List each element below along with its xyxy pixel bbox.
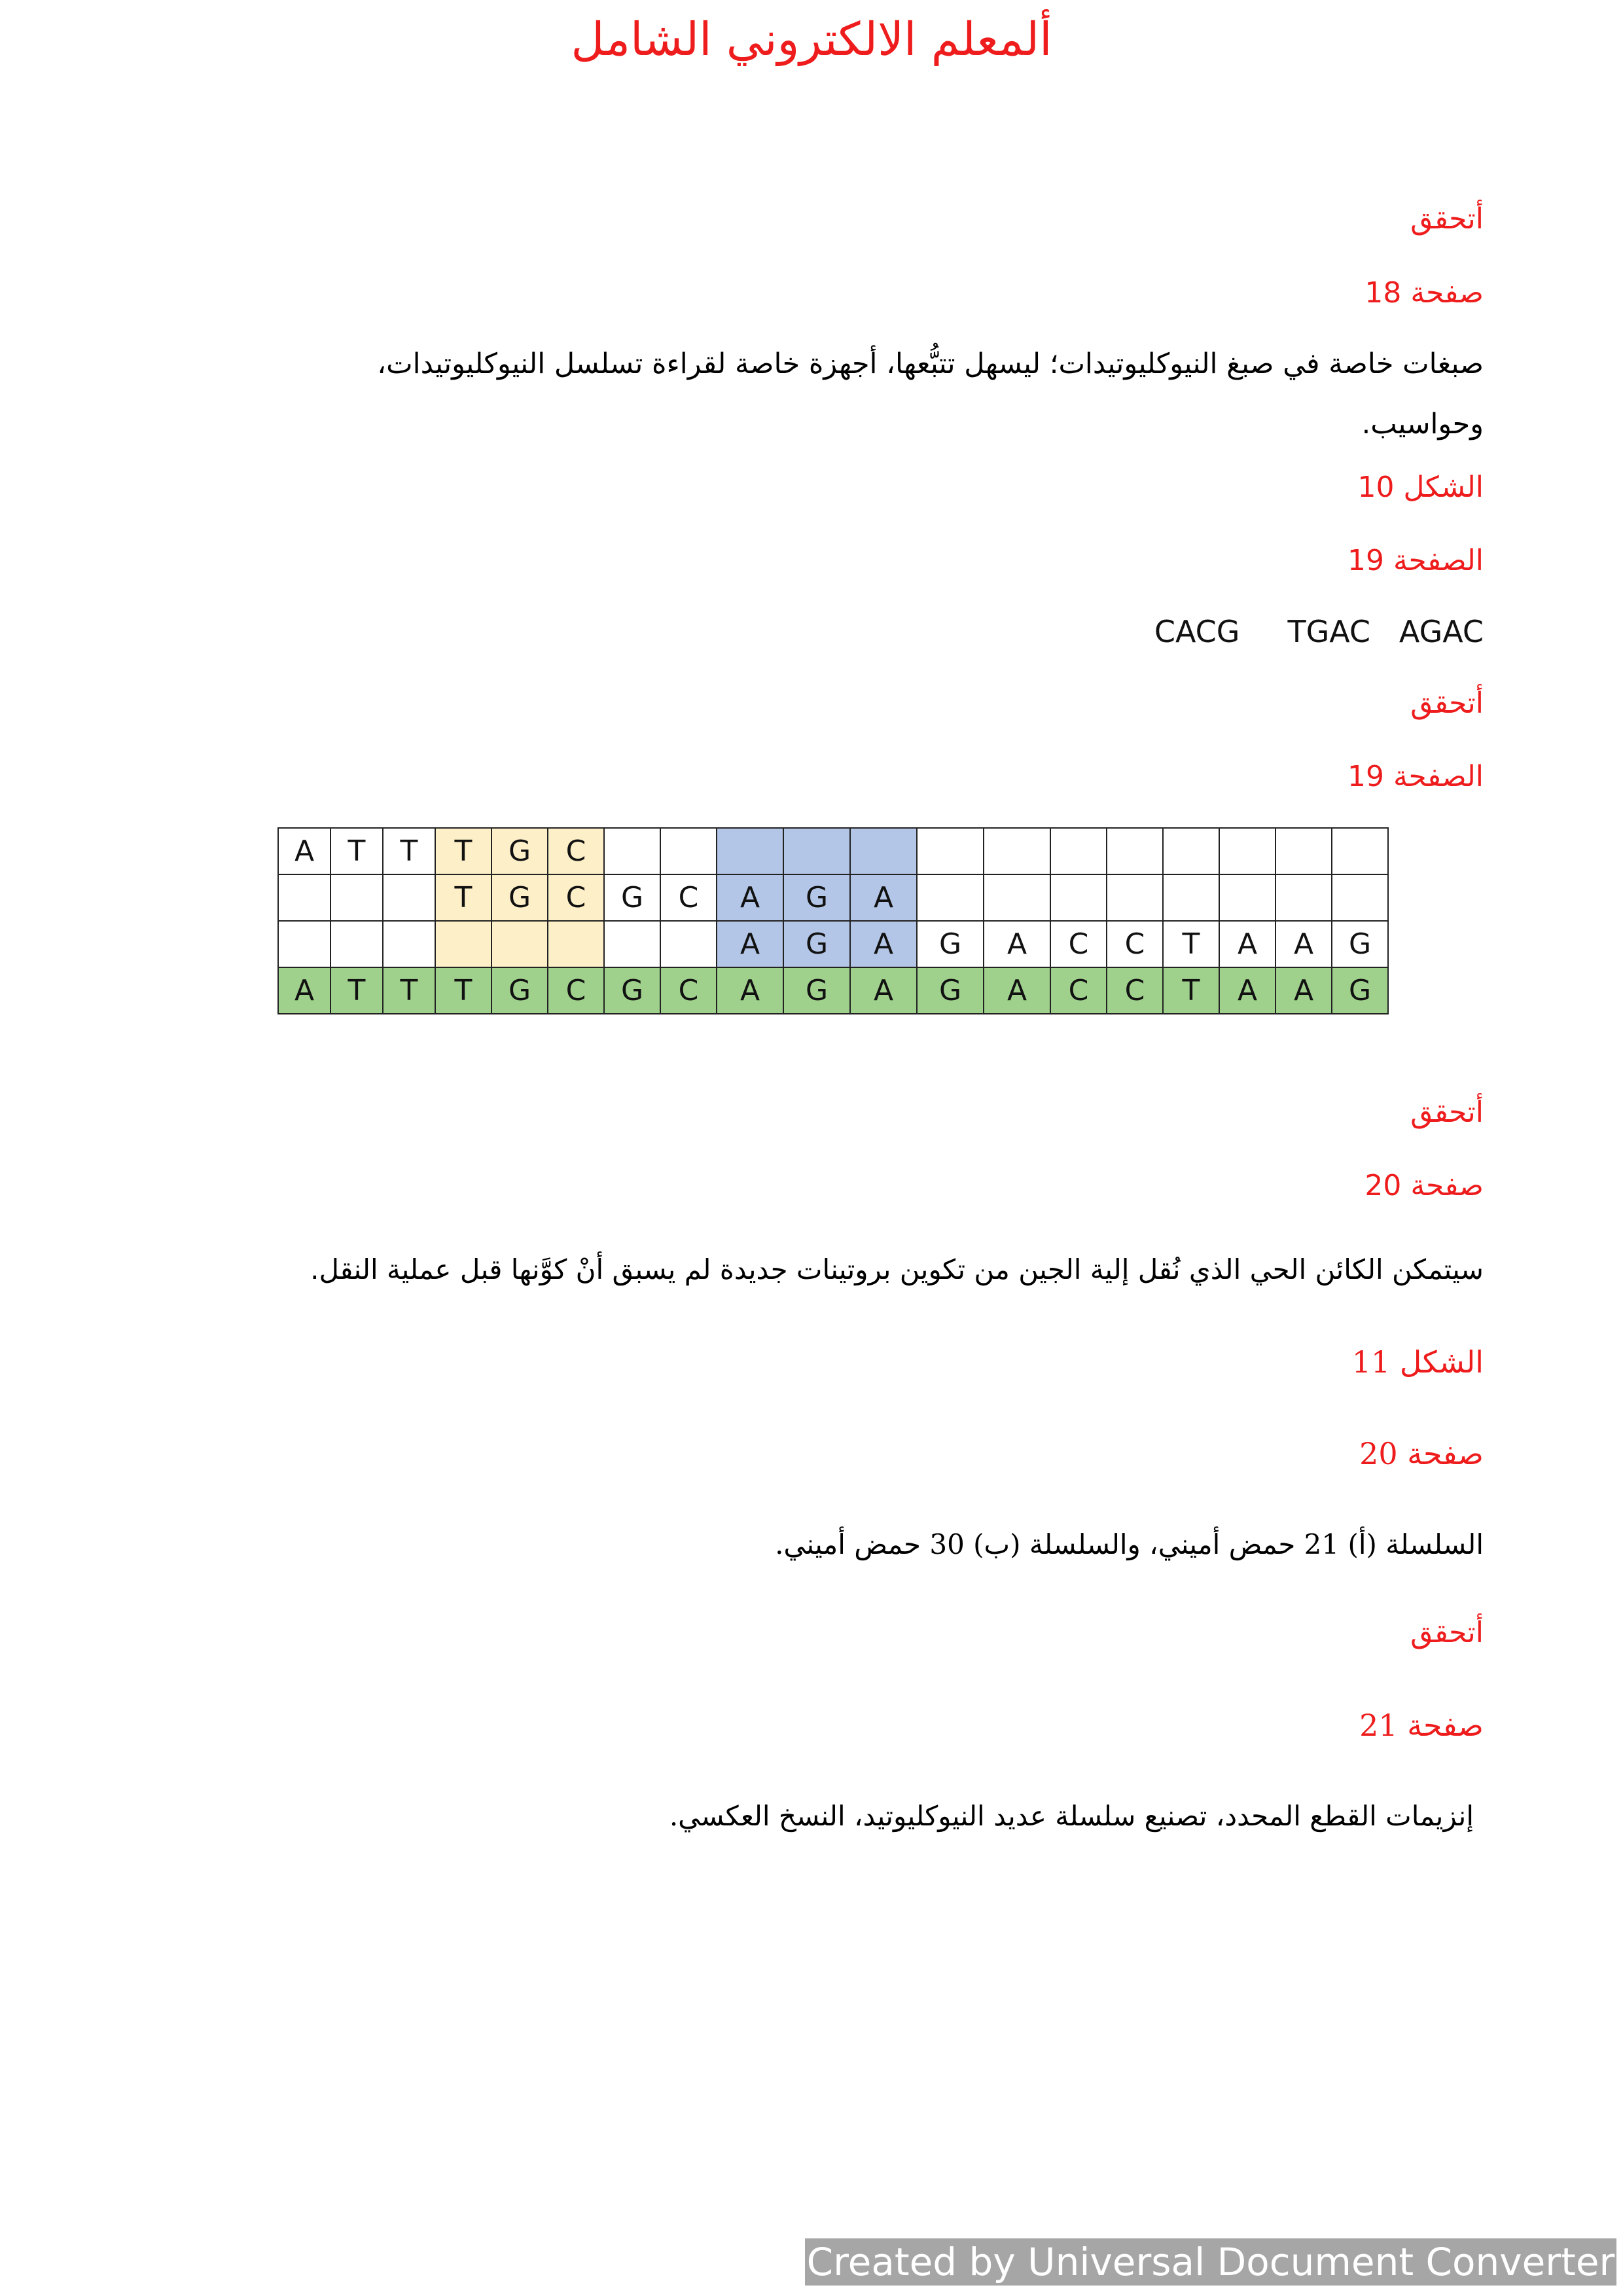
sequence-cell — [330, 921, 383, 967]
sequence-cell: G — [604, 874, 660, 921]
sequence-cell — [850, 828, 917, 874]
sequence-cell — [1219, 874, 1275, 921]
sequence-cell: C — [548, 874, 604, 921]
sequence-cell — [278, 921, 330, 967]
sequence-cell: A — [1275, 921, 1332, 967]
sequence-cell: G — [783, 967, 850, 1014]
sequence-cell — [1332, 828, 1388, 874]
section-text: السلسلة (أ) 21 حمض أميني، والسلسلة (ب) 30 حمض أميني. — [775, 1528, 1484, 1560]
sequence-cell: G — [1332, 921, 1388, 967]
sequence-cell — [491, 921, 548, 967]
sequence-cell: G — [1332, 967, 1388, 1014]
sequence-cell: A — [1219, 921, 1275, 967]
sequence-cell: T — [435, 967, 491, 1014]
sequence-cell: C — [660, 967, 717, 1014]
sequence-cell — [1107, 828, 1163, 874]
code-item: AGAC — [1399, 614, 1484, 649]
sequence-cell: T — [383, 828, 435, 874]
sequence-cell: A — [1275, 967, 1332, 1014]
sequence-cell: A — [850, 921, 917, 967]
sequence-cell — [1219, 828, 1275, 874]
sequence-cell: C — [1107, 967, 1163, 1014]
section-page: صفحة 18 — [1364, 276, 1484, 310]
sequence-cell: A — [278, 828, 330, 874]
sequence-cell — [1163, 874, 1219, 921]
section-text: صبغات خاصة في صبغ النيوكليوتيدات؛ ليسهل تتبُّعها، أجهزة خاصة لقراءة تسلسل النيوكليوتيدات، وحواسيب. — [377, 348, 1484, 440]
section-label: أتحقق — [1410, 1096, 1484, 1129]
sequence-cell — [1275, 874, 1332, 921]
sequence-row — [278, 921, 1388, 967]
sequence-cell — [1163, 828, 1219, 874]
sequence-cell: G — [783, 874, 850, 921]
sequence-cell — [783, 828, 850, 874]
sequence-cell: G — [783, 921, 850, 967]
sequence-cell — [1107, 874, 1163, 921]
section-page: الصفحة 19 — [1347, 544, 1484, 577]
sequence-cell: T — [383, 967, 435, 1014]
sequence-cell — [984, 828, 1050, 874]
sequence-cell: A — [717, 921, 783, 967]
section-page: صفحة 20 — [1359, 1436, 1484, 1471]
sequence-cell — [1275, 828, 1332, 874]
dna-codes — [1154, 612, 1484, 651]
sequence-cell: C — [1050, 921, 1107, 967]
sequence-cell: A — [278, 967, 330, 1014]
sequence-cell — [435, 921, 491, 967]
sequence-cell — [1050, 874, 1107, 921]
sequence-cell — [917, 828, 984, 874]
code-item: CACG — [1154, 614, 1240, 649]
sequence-cell — [1332, 874, 1388, 921]
sequence-cell: T — [1163, 967, 1219, 1014]
sequence-cell — [717, 828, 783, 874]
sequence-cell — [383, 921, 435, 967]
sequence-cell: A — [1219, 967, 1275, 1014]
sequence-cell — [383, 874, 435, 921]
sequence-cell: A — [850, 874, 917, 921]
sequence-cell: G — [491, 967, 548, 1014]
sequence-cell — [604, 828, 660, 874]
sequence-cell — [660, 921, 717, 967]
section-label: أتحقق — [1410, 1616, 1484, 1649]
sequence-cell: A — [984, 967, 1050, 1014]
sequence-cell: T — [435, 828, 491, 874]
section-page: الصفحة 19 — [1347, 760, 1484, 793]
sequence-cell: T — [330, 967, 383, 1014]
sequence-cell: G — [917, 967, 984, 1014]
page-title: ألمعلم الالكتروني الشامل — [571, 12, 1052, 66]
figure-label: الشكل 11 — [1351, 1344, 1484, 1380]
sequence-cell — [548, 921, 604, 967]
sequence-cell: T — [1163, 921, 1219, 967]
sequence-cell: A — [984, 921, 1050, 967]
sequence-cell: C — [660, 874, 717, 921]
sequence-cell: G — [491, 874, 548, 921]
sequence-cell: A — [717, 874, 783, 921]
section-text: سيتمكن الكائن الحي الذي نُقل إلية الجين من تكوين بروتينات جديدة لم يسبق أنْ كوَّنها قبل عملية النقل. — [310, 1253, 1484, 1285]
sequence-cell — [1050, 828, 1107, 874]
sequence-cell: T — [330, 828, 383, 874]
section-page: صفحة 21 — [1359, 1708, 1484, 1743]
sequence-cell — [604, 921, 660, 967]
section-label: أتحقق — [1410, 687, 1484, 720]
sequence-cell — [984, 874, 1050, 921]
sequence-cell: G — [604, 967, 660, 1014]
sequence-cell: C — [1050, 967, 1107, 1014]
sequence-cell — [278, 874, 330, 921]
section-label: أتحقق — [1410, 202, 1484, 236]
sequence-cell: A — [850, 967, 917, 1014]
section-text: إنزيمات القطع المحدد، تصنيع سلسلة عديد النيوكليوتيد، النسخ العكسي. — [669, 1800, 1474, 1832]
watermark-footer: Created by Universal Document Converter — [805, 2238, 1616, 2286]
sequence-row — [278, 828, 1388, 874]
sequence-cell — [660, 828, 717, 874]
sequence-cell: C — [548, 828, 604, 874]
sequence-cell: A — [717, 967, 783, 1014]
sequence-cell: C — [548, 967, 604, 1014]
sequence-cell: G — [917, 921, 984, 967]
sequence-cell — [330, 874, 383, 921]
figure-label: الشكل 10 — [1357, 471, 1484, 504]
section-page: صفحة 20 — [1364, 1169, 1484, 1202]
sequence-cell — [917, 874, 984, 921]
sequence-row — [278, 967, 1388, 1014]
sequence-cell: C — [1107, 921, 1163, 967]
code-item: TGAC — [1287, 614, 1371, 649]
sequence-cell: G — [491, 828, 548, 874]
sequence-table — [277, 827, 1389, 1014]
sequence-cell: T — [435, 874, 491, 921]
sequence-row — [278, 874, 1388, 921]
